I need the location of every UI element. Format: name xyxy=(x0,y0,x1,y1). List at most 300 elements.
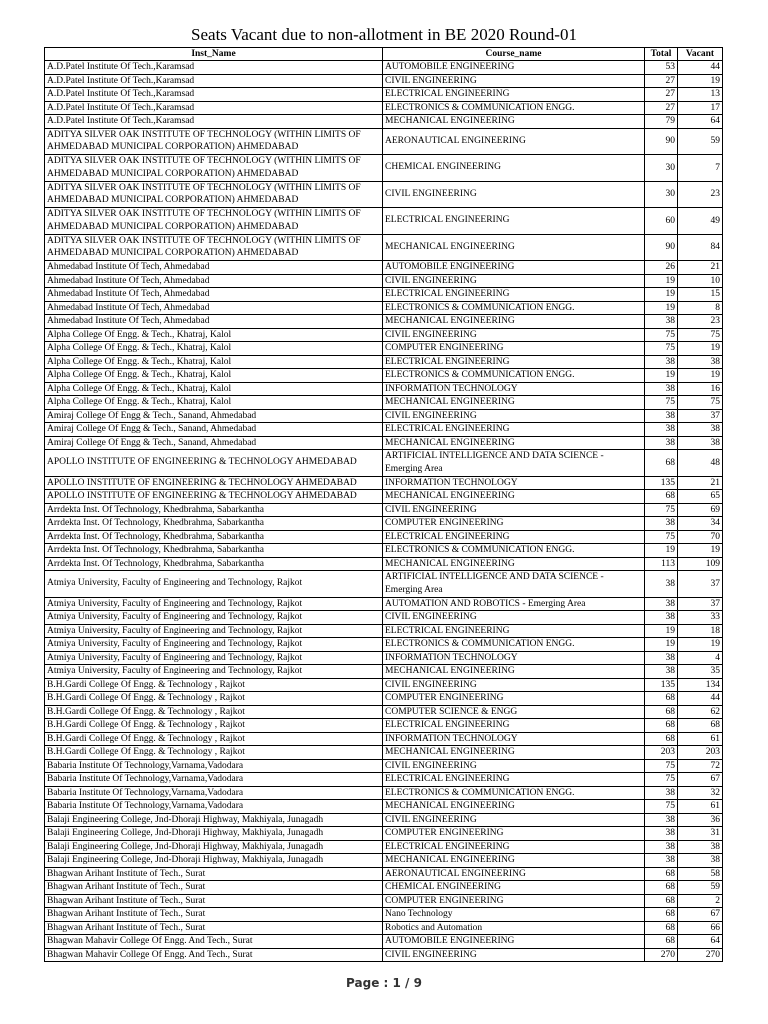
table-row xyxy=(45,881,723,895)
cell-inst-name: B.H.Gardi College Of Engg. & Technology , Rajkot xyxy=(45,678,383,692)
cell-course-name: COMPUTER ENGINEERING xyxy=(383,342,645,356)
cell-course-name: MECHANICAL ENGINEERING xyxy=(383,115,645,129)
cell-total: 53 xyxy=(645,61,678,75)
table-row xyxy=(45,436,723,450)
table-row xyxy=(45,624,723,638)
cell-vacant: 49 xyxy=(678,208,723,235)
cell-total: 75 xyxy=(645,328,678,342)
table-row xyxy=(45,369,723,383)
table-row xyxy=(45,651,723,665)
cell-total: 38 xyxy=(645,611,678,625)
cell-vacant: 134 xyxy=(678,678,723,692)
table-row xyxy=(45,301,723,315)
cell-total: 38 xyxy=(645,854,678,868)
cell-course-name: ELECTRONICS & COMMUNICATION ENGG. xyxy=(383,369,645,383)
cell-course-name: Robotics and Automation xyxy=(383,921,645,935)
cell-vacant: 37 xyxy=(678,571,723,598)
cell-course-name: CIVIL ENGINEERING xyxy=(383,611,645,625)
cell-total: 38 xyxy=(645,651,678,665)
table-row xyxy=(45,261,723,275)
cell-course-name: MECHANICAL ENGINEERING xyxy=(383,800,645,814)
cell-course-name: ELECTRONICS & COMMUNICATION ENGG. xyxy=(383,786,645,800)
cell-vacant: 19 xyxy=(678,369,723,383)
cell-total: 75 xyxy=(645,342,678,356)
cell-inst-name: A.D.Patel Institute Of Tech.,Karamsad xyxy=(45,61,383,75)
table-row xyxy=(45,948,723,962)
cell-total: 19 xyxy=(645,624,678,638)
cell-total: 38 xyxy=(645,597,678,611)
cell-vacant: 7 xyxy=(678,155,723,182)
cell-course-name: AUTOMATION AND ROBOTICS - Emerging Area xyxy=(383,597,645,611)
table-row xyxy=(45,450,723,477)
cell-total: 19 xyxy=(645,274,678,288)
cell-inst-name: Atmiya University, Faculty of Engineering and Technology, Rajkot xyxy=(45,638,383,652)
cell-total: 27 xyxy=(645,101,678,115)
cell-inst-name: Alpha College Of Engg. & Tech., Khatraj, Kalol xyxy=(45,369,383,383)
cell-course-name: CIVIL ENGINEERING xyxy=(383,503,645,517)
cell-total: 19 xyxy=(645,544,678,558)
cell-course-name: INFORMATION TECHNOLOGY xyxy=(383,651,645,665)
cell-course-name: CIVIL ENGINEERING xyxy=(383,759,645,773)
cell-inst-name: Amiraj College Of Engg & Tech., Sanand, Ahmedabad xyxy=(45,423,383,437)
cell-vacant: 38 xyxy=(678,423,723,437)
cell-inst-name: Atmiya University, Faculty of Engineering and Technology, Rajkot xyxy=(45,597,383,611)
cell-inst-name: A.D.Patel Institute Of Tech.,Karamsad xyxy=(45,88,383,102)
cell-total: 38 xyxy=(645,315,678,329)
table-row xyxy=(45,208,723,235)
cell-total: 90 xyxy=(645,128,678,155)
cell-inst-name: B.H.Gardi College Of Engg. & Technology , Rajkot xyxy=(45,692,383,706)
cell-vacant: 19 xyxy=(678,544,723,558)
table-row xyxy=(45,88,723,102)
cell-total: 75 xyxy=(645,530,678,544)
cell-total: 75 xyxy=(645,773,678,787)
table-row xyxy=(45,128,723,155)
cell-inst-name: Balaji Engineering College, Jnd-Dhoraji Highway, Makhiyala, Junagadh xyxy=(45,854,383,868)
cell-vacant: 44 xyxy=(678,61,723,75)
cell-inst-name: Bhagwan Mahavir College Of Engg. And Tech., Surat xyxy=(45,935,383,949)
cell-course-name: MECHANICAL ENGINEERING xyxy=(383,665,645,679)
cell-vacant: 36 xyxy=(678,813,723,827)
cell-vacant: 48 xyxy=(678,450,723,477)
table-row xyxy=(45,115,723,129)
cell-total: 19 xyxy=(645,288,678,302)
cell-total: 68 xyxy=(645,450,678,477)
cell-vacant: 17 xyxy=(678,101,723,115)
cell-total: 75 xyxy=(645,396,678,410)
table-row xyxy=(45,101,723,115)
cell-course-name: MECHANICAL ENGINEERING xyxy=(383,396,645,410)
cell-total: 30 xyxy=(645,181,678,208)
table-row xyxy=(45,759,723,773)
cell-total: 38 xyxy=(645,840,678,854)
cell-vacant: 58 xyxy=(678,867,723,881)
cell-vacant: 38 xyxy=(678,436,723,450)
table-row xyxy=(45,234,723,261)
cell-course-name: ELECTRICAL ENGINEERING xyxy=(383,840,645,854)
cell-total: 68 xyxy=(645,908,678,922)
table-row xyxy=(45,746,723,760)
table-row xyxy=(45,476,723,490)
table-row xyxy=(45,813,723,827)
page-number: Page : 1 / 9 xyxy=(346,976,422,990)
cell-total: 27 xyxy=(645,74,678,88)
table-row xyxy=(45,840,723,854)
cell-course-name: AERONAUTICAL ENGINEERING xyxy=(383,128,645,155)
cell-inst-name: ADITYA SILVER OAK INSTITUTE OF TECHNOLOGY (WITHIN LIMITS OF AHMEDABAD MUNICIPAL CORPORATION) AHMEDABAD xyxy=(45,208,383,235)
cell-inst-name: Atmiya University, Faculty of Engineering and Technology, Rajkot xyxy=(45,624,383,638)
cell-course-name: AERONAUTICAL ENGINEERING xyxy=(383,867,645,881)
column-header-total: Total xyxy=(645,48,678,61)
table-row xyxy=(45,571,723,598)
table-row xyxy=(45,181,723,208)
cell-total: 135 xyxy=(645,476,678,490)
cell-total: 38 xyxy=(645,571,678,598)
cell-course-name: AUTOMOBILE ENGINEERING xyxy=(383,935,645,949)
cell-vacant: 59 xyxy=(678,128,723,155)
cell-course-name: ARTIFICIAL INTELLIGENCE AND DATA SCIENCE - Emerging Area xyxy=(383,571,645,598)
cell-vacant: 19 xyxy=(678,342,723,356)
table-row xyxy=(45,342,723,356)
cell-course-name: ARTIFICIAL INTELLIGENCE AND DATA SCIENCE - Emerging Area xyxy=(383,450,645,477)
cell-total: 68 xyxy=(645,719,678,733)
table-row xyxy=(45,800,723,814)
cell-vacant: 37 xyxy=(678,597,723,611)
table-row xyxy=(45,678,723,692)
cell-vacant: 38 xyxy=(678,840,723,854)
cell-total: 75 xyxy=(645,800,678,814)
table-row xyxy=(45,490,723,504)
cell-inst-name: Alpha College Of Engg. & Tech., Khatraj, Kalol xyxy=(45,342,383,356)
cell-inst-name: B.H.Gardi College Of Engg. & Technology , Rajkot xyxy=(45,705,383,719)
cell-total: 68 xyxy=(645,490,678,504)
cell-total: 68 xyxy=(645,894,678,908)
cell-course-name: MECHANICAL ENGINEERING xyxy=(383,854,645,868)
cell-course-name: CIVIL ENGINEERING xyxy=(383,678,645,692)
cell-course-name: ELECTRONICS & COMMUNICATION ENGG. xyxy=(383,544,645,558)
cell-course-name: ELECTRONICS & COMMUNICATION ENGG. xyxy=(383,101,645,115)
cell-inst-name: Bhagwan Arihant Institute of Tech., Surat xyxy=(45,908,383,922)
cell-vacant: 16 xyxy=(678,382,723,396)
table-row xyxy=(45,786,723,800)
cell-inst-name: Ahmedabad Institute Of Tech, Ahmedabad xyxy=(45,288,383,302)
cell-inst-name: Amiraj College Of Engg & Tech., Sanand, Ahmedabad xyxy=(45,409,383,423)
cell-inst-name: Atmiya University, Faculty of Engineering and Technology, Rajkot xyxy=(45,571,383,598)
cell-course-name: AUTOMOBILE ENGINEERING xyxy=(383,261,645,275)
table-row xyxy=(45,61,723,75)
cell-vacant: 23 xyxy=(678,315,723,329)
cell-course-name: ELECTRICAL ENGINEERING xyxy=(383,624,645,638)
cell-vacant: 33 xyxy=(678,611,723,625)
cell-total: 19 xyxy=(645,638,678,652)
cell-total: 38 xyxy=(645,436,678,450)
cell-total: 38 xyxy=(645,786,678,800)
table-row xyxy=(45,894,723,908)
cell-inst-name: ADITYA SILVER OAK INSTITUTE OF TECHNOLOGY (WITHIN LIMITS OF AHMEDABAD MUNICIPAL CORPORATION) AHMEDABAD xyxy=(45,181,383,208)
vacancy-table xyxy=(44,47,723,962)
cell-vacant: 19 xyxy=(678,74,723,88)
cell-vacant: 61 xyxy=(678,732,723,746)
table-row xyxy=(45,396,723,410)
cell-total: 26 xyxy=(645,261,678,275)
cell-vacant: 66 xyxy=(678,921,723,935)
cell-inst-name: Arrdekta Inst. Of Technology, Khedbrahma, Sabarkantha xyxy=(45,544,383,558)
cell-course-name: ELECTRONICS & COMMUNICATION ENGG. xyxy=(383,301,645,315)
cell-inst-name: B.H.Gardi College Of Engg. & Technology , Rajkot xyxy=(45,746,383,760)
cell-total: 38 xyxy=(645,827,678,841)
cell-course-name: ELECTRICAL ENGINEERING xyxy=(383,773,645,787)
cell-course-name: COMPUTER ENGINEERING xyxy=(383,692,645,706)
table-row xyxy=(45,423,723,437)
cell-course-name: MECHANICAL ENGINEERING xyxy=(383,490,645,504)
table-row xyxy=(45,935,723,949)
cell-total: 60 xyxy=(645,208,678,235)
cell-inst-name: Bhagwan Arihant Institute of Tech., Surat xyxy=(45,921,383,935)
cell-inst-name: A.D.Patel Institute Of Tech.,Karamsad xyxy=(45,74,383,88)
cell-inst-name: A.D.Patel Institute Of Tech.,Karamsad xyxy=(45,115,383,129)
column-header-inst-name: Inst_Name xyxy=(45,48,383,61)
cell-inst-name: Balaji Engineering College, Jnd-Dhoraji Highway, Makhiyala, Junagadh xyxy=(45,813,383,827)
cell-vacant: 31 xyxy=(678,827,723,841)
cell-vacant: 21 xyxy=(678,476,723,490)
cell-vacant: 64 xyxy=(678,935,723,949)
table-row xyxy=(45,288,723,302)
cell-vacant: 67 xyxy=(678,908,723,922)
cell-vacant: 65 xyxy=(678,490,723,504)
cell-inst-name: Babaria Institute Of Technology,Varnama,Vadodara xyxy=(45,759,383,773)
cell-course-name: INFORMATION TECHNOLOGY xyxy=(383,476,645,490)
cell-total: 38 xyxy=(645,409,678,423)
cell-inst-name: APOLLO INSTITUTE OF ENGINEERING & TECHNOLOGY AHMEDABAD xyxy=(45,490,383,504)
cell-total: 68 xyxy=(645,732,678,746)
table-row xyxy=(45,665,723,679)
cell-course-name: MECHANICAL ENGINEERING xyxy=(383,557,645,571)
cell-vacant: 67 xyxy=(678,773,723,787)
cell-course-name: MECHANICAL ENGINEERING xyxy=(383,315,645,329)
cell-vacant: 44 xyxy=(678,692,723,706)
cell-course-name: Nano Technology xyxy=(383,908,645,922)
table-body xyxy=(45,61,723,962)
cell-total: 38 xyxy=(645,355,678,369)
cell-total: 68 xyxy=(645,881,678,895)
cell-vacant: 21 xyxy=(678,261,723,275)
cell-inst-name: APOLLO INSTITUTE OF ENGINEERING & TECHNOLOGY AHMEDABAD xyxy=(45,476,383,490)
cell-inst-name: ADITYA SILVER OAK INSTITUTE OF TECHNOLOGY (WITHIN LIMITS OF AHMEDABAD MUNICIPAL CORPORATION) AHMEDABAD xyxy=(45,234,383,261)
table-row xyxy=(45,315,723,329)
cell-total: 270 xyxy=(645,948,678,962)
cell-total: 38 xyxy=(645,665,678,679)
cell-vacant: 35 xyxy=(678,665,723,679)
table-row xyxy=(45,773,723,787)
cell-vacant: 270 xyxy=(678,948,723,962)
column-header-vacant: Vacant xyxy=(678,48,723,61)
table-row xyxy=(45,409,723,423)
cell-course-name: MECHANICAL ENGINEERING xyxy=(383,234,645,261)
cell-total: 135 xyxy=(645,678,678,692)
cell-inst-name: APOLLO INSTITUTE OF ENGINEERING & TECHNOLOGY AHMEDABAD xyxy=(45,450,383,477)
cell-inst-name: Babaria Institute Of Technology,Varnama,Vadodara xyxy=(45,773,383,787)
cell-course-name: AUTOMOBILE ENGINEERING xyxy=(383,61,645,75)
cell-inst-name: Alpha College Of Engg. & Tech., Khatraj, Kalol xyxy=(45,396,383,410)
cell-course-name: ELECTRICAL ENGINEERING xyxy=(383,719,645,733)
table-row xyxy=(45,517,723,531)
cell-total: 68 xyxy=(645,692,678,706)
table-row xyxy=(45,355,723,369)
cell-total: 38 xyxy=(645,517,678,531)
cell-course-name: COMPUTER ENGINEERING xyxy=(383,517,645,531)
vacancy-table-container xyxy=(44,47,722,962)
table-row xyxy=(45,908,723,922)
cell-inst-name: Ahmedabad Institute Of Tech, Ahmedabad xyxy=(45,301,383,315)
table-row xyxy=(45,638,723,652)
cell-course-name: CIVIL ENGINEERING xyxy=(383,181,645,208)
cell-course-name: ELECTRICAL ENGINEERING xyxy=(383,530,645,544)
cell-inst-name: Balaji Engineering College, Jnd-Dhoraji Highway, Makhiyala, Junagadh xyxy=(45,840,383,854)
table-row xyxy=(45,854,723,868)
cell-total: 203 xyxy=(645,746,678,760)
cell-course-name: COMPUTER ENGINEERING xyxy=(383,894,645,908)
cell-inst-name: Atmiya University, Faculty of Engineering and Technology, Rajkot xyxy=(45,611,383,625)
cell-inst-name: Bhagwan Arihant Institute of Tech., Surat xyxy=(45,881,383,895)
cell-inst-name: ADITYA SILVER OAK INSTITUTE OF TECHNOLOGY (WITHIN LIMITS OF AHMEDABAD MUNICIPAL CORPORATION) AHMEDABAD xyxy=(45,155,383,182)
cell-inst-name: Babaria Institute Of Technology,Varnama,Vadodara xyxy=(45,800,383,814)
cell-course-name: MECHANICAL ENGINEERING xyxy=(383,436,645,450)
table-row xyxy=(45,503,723,517)
cell-vacant: 72 xyxy=(678,759,723,773)
table-row xyxy=(45,557,723,571)
cell-vacant: 38 xyxy=(678,355,723,369)
cell-vacant: 203 xyxy=(678,746,723,760)
cell-inst-name: Atmiya University, Faculty of Engineering and Technology, Rajkot xyxy=(45,651,383,665)
cell-vacant: 84 xyxy=(678,234,723,261)
cell-vacant: 75 xyxy=(678,396,723,410)
cell-inst-name: Ahmedabad Institute Of Tech, Ahmedabad xyxy=(45,315,383,329)
cell-total: 75 xyxy=(645,503,678,517)
table-row xyxy=(45,382,723,396)
table-row xyxy=(45,74,723,88)
table-row xyxy=(45,921,723,935)
cell-course-name: ELECTRONICS & COMMUNICATION ENGG. xyxy=(383,638,645,652)
cell-inst-name: Bhagwan Arihant Institute of Tech., Surat xyxy=(45,867,383,881)
cell-course-name: ELECTRICAL ENGINEERING xyxy=(383,88,645,102)
cell-vacant: 38 xyxy=(678,854,723,868)
cell-vacant: 15 xyxy=(678,288,723,302)
cell-total: 30 xyxy=(645,155,678,182)
cell-vacant: 62 xyxy=(678,705,723,719)
cell-total: 90 xyxy=(645,234,678,261)
cell-inst-name: Bhagwan Mahavir College Of Engg. And Tech., Surat xyxy=(45,948,383,962)
table-row xyxy=(45,827,723,841)
cell-total: 113 xyxy=(645,557,678,571)
cell-course-name: CIVIL ENGINEERING xyxy=(383,274,645,288)
table-row xyxy=(45,274,723,288)
cell-inst-name: B.H.Gardi College Of Engg. & Technology , Rajkot xyxy=(45,732,383,746)
table-header-row xyxy=(45,48,723,61)
cell-total: 68 xyxy=(645,921,678,935)
cell-vacant: 4 xyxy=(678,651,723,665)
cell-inst-name: Amiraj College Of Engg & Tech., Sanand, Ahmedabad xyxy=(45,436,383,450)
cell-total: 19 xyxy=(645,301,678,315)
page-title: Seats Vacant due to non-allotment in BE 2020 Round-01 xyxy=(191,25,577,44)
cell-total: 68 xyxy=(645,935,678,949)
cell-inst-name: Alpha College Of Engg. & Tech., Khatraj, Kalol xyxy=(45,382,383,396)
table-row xyxy=(45,328,723,342)
cell-vacant: 23 xyxy=(678,181,723,208)
table-row xyxy=(45,705,723,719)
column-header-course-name: Course_name xyxy=(383,48,645,61)
cell-vacant: 8 xyxy=(678,301,723,315)
cell-inst-name: Alpha College Of Engg. & Tech., Khatraj, Kalol xyxy=(45,328,383,342)
cell-total: 38 xyxy=(645,423,678,437)
cell-total: 79 xyxy=(645,115,678,129)
cell-course-name: ELECTRICAL ENGINEERING xyxy=(383,208,645,235)
cell-vacant: 109 xyxy=(678,557,723,571)
cell-inst-name: Ahmedabad Institute Of Tech, Ahmedabad xyxy=(45,261,383,275)
cell-inst-name: Arrdekta Inst. Of Technology, Khedbrahma, Sabarkantha xyxy=(45,557,383,571)
cell-inst-name: Bhagwan Arihant Institute of Tech., Surat xyxy=(45,894,383,908)
cell-course-name: CHEMICAL ENGINEERING xyxy=(383,881,645,895)
cell-inst-name: Atmiya University, Faculty of Engineering and Technology, Rajkot xyxy=(45,665,383,679)
table-row xyxy=(45,692,723,706)
cell-inst-name: B.H.Gardi College Of Engg. & Technology , Rajkot xyxy=(45,719,383,733)
cell-vacant: 2 xyxy=(678,894,723,908)
cell-vacant: 34 xyxy=(678,517,723,531)
cell-course-name: ELECTRICAL ENGINEERING xyxy=(383,355,645,369)
cell-total: 19 xyxy=(645,369,678,383)
cell-vacant: 10 xyxy=(678,274,723,288)
cell-course-name: MECHANICAL ENGINEERING xyxy=(383,746,645,760)
table-row xyxy=(45,611,723,625)
cell-course-name: INFORMATION TECHNOLOGY xyxy=(383,382,645,396)
cell-inst-name: Arrdekta Inst. Of Technology, Khedbrahma, Sabarkantha xyxy=(45,503,383,517)
cell-total: 27 xyxy=(645,88,678,102)
cell-inst-name: Ahmedabad Institute Of Tech, Ahmedabad xyxy=(45,274,383,288)
cell-vacant: 70 xyxy=(678,530,723,544)
cell-vacant: 13 xyxy=(678,88,723,102)
cell-course-name: CIVIL ENGINEERING xyxy=(383,74,645,88)
cell-total: 68 xyxy=(645,867,678,881)
table-row xyxy=(45,719,723,733)
cell-inst-name: Babaria Institute Of Technology,Varnama,Vadodara xyxy=(45,786,383,800)
table-row xyxy=(45,155,723,182)
cell-course-name: CIVIL ENGINEERING xyxy=(383,409,645,423)
cell-vacant: 68 xyxy=(678,719,723,733)
table-row xyxy=(45,597,723,611)
table-row xyxy=(45,867,723,881)
cell-inst-name: Arrdekta Inst. Of Technology, Khedbrahma, Sabarkantha xyxy=(45,530,383,544)
cell-inst-name: Arrdekta Inst. Of Technology, Khedbrahma, Sabarkantha xyxy=(45,517,383,531)
cell-course-name: CIVIL ENGINEERING xyxy=(383,948,645,962)
table-row xyxy=(45,544,723,558)
cell-course-name: ELECTRICAL ENGINEERING xyxy=(383,423,645,437)
cell-vacant: 64 xyxy=(678,115,723,129)
cell-course-name: CIVIL ENGINEERING xyxy=(383,813,645,827)
cell-total: 38 xyxy=(645,813,678,827)
cell-vacant: 69 xyxy=(678,503,723,517)
cell-total: 38 xyxy=(645,382,678,396)
cell-inst-name: Alpha College Of Engg. & Tech., Khatraj, Kalol xyxy=(45,355,383,369)
cell-vacant: 19 xyxy=(678,638,723,652)
cell-total: 68 xyxy=(645,705,678,719)
cell-course-name: COMPUTER SCIENCE & ENGG xyxy=(383,705,645,719)
cell-course-name: ELECTRICAL ENGINEERING xyxy=(383,288,645,302)
cell-vacant: 37 xyxy=(678,409,723,423)
cell-vacant: 18 xyxy=(678,624,723,638)
cell-inst-name: Balaji Engineering College, Jnd-Dhoraji Highway, Makhiyala, Junagadh xyxy=(45,827,383,841)
cell-course-name: COMPUTER ENGINEERING xyxy=(383,827,645,841)
cell-vacant: 61 xyxy=(678,800,723,814)
cell-inst-name: ADITYA SILVER OAK INSTITUTE OF TECHNOLOGY (WITHIN LIMITS OF AHMEDABAD MUNICIPAL CORPORATION) AHMEDABAD xyxy=(45,128,383,155)
